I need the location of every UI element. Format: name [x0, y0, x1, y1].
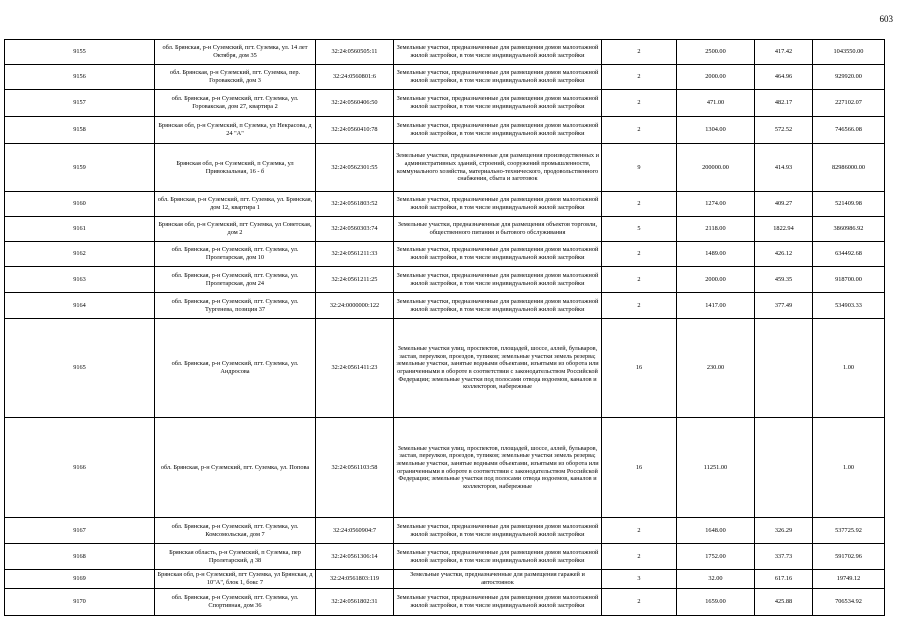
- group-cell: 2: [602, 589, 677, 616]
- specific-value-cell: 414.93: [755, 144, 813, 192]
- land-use-cell: Земельные участки, предназначенные для размещения гаражей и автостоянок: [394, 570, 602, 589]
- page-number: 603: [879, 14, 893, 24]
- row-number: 9155: [5, 40, 155, 65]
- row-number: 9157: [5, 90, 155, 117]
- table-row: [5, 217, 885, 242]
- land-use-cell: Земельные участки, предназначенные для размещения домов малоэтажной жилой застройки, в том числе индивидуальной жилой застройки: [394, 293, 602, 319]
- row-number: 9167: [5, 518, 155, 544]
- table-row: [5, 65, 885, 90]
- table-row: [5, 144, 885, 192]
- address-cell: обл. Брянская, р-н Суземский, пгт. Суземка, пер. Горовакский, дом 3: [155, 65, 316, 90]
- specific-value-cell: 409.27: [755, 192, 813, 217]
- specific-value-cell: [755, 418, 813, 518]
- group-cell: 16: [602, 418, 677, 518]
- table-row: [5, 418, 885, 518]
- specific-value-cell: 572.52: [755, 117, 813, 144]
- group-cell: 5: [602, 217, 677, 242]
- area-cell: 1489.00: [677, 242, 755, 267]
- row-number: 9160: [5, 192, 155, 217]
- cadastral-number-cell: 32:24:0560505:11: [316, 40, 394, 65]
- land-use-cell: Земельные участки, предназначенные для размещения домов малоэтажной жилой застройки, в том числе индивидуальной жилой застройки: [394, 90, 602, 117]
- address-cell: Брянская обл, р-н Суземский, пгт Суземка, ул Брянская, д 10"А", блок 1, бокс 7: [155, 570, 316, 589]
- cadastral-value-cell: 537725.92: [813, 518, 885, 544]
- specific-value-cell: 417.42: [755, 40, 813, 65]
- specific-value-cell: 464.96: [755, 65, 813, 90]
- table-row: [5, 242, 885, 267]
- land-use-cell: Земельные участки, предназначенные для размещения производственных и административных зданий, строений, сооружений промышленности, коммунального хозяйства, материально-технического, продовольственного снабжения, сбыта и заготовок: [394, 144, 602, 192]
- address-cell: обл. Брянская, р-н Суземский, пгт. Суземка, ул. Андросова: [155, 319, 316, 418]
- cadastral-number-cell: 32:24:0560801:6: [316, 65, 394, 90]
- cadastral-number-cell: 32:24:0561803:119: [316, 570, 394, 589]
- group-cell: 2: [602, 242, 677, 267]
- specific-value-cell: 337.73: [755, 544, 813, 570]
- cadastral-value-cell: 1.00: [813, 418, 885, 518]
- address-cell: Брянская обл, р-н Суземский, п Суземка, ул Привокзальная, 16 - б: [155, 144, 316, 192]
- specific-value-cell: 1822.94: [755, 217, 813, 242]
- cadastral-number-cell: 32:24:0561411:23: [316, 319, 394, 418]
- row-number: 9158: [5, 117, 155, 144]
- area-cell: 11251.00: [677, 418, 755, 518]
- row-number: 9163: [5, 267, 155, 293]
- cadastral-number-cell: 32:24:0560303:74: [316, 217, 394, 242]
- area-cell: 471.00: [677, 90, 755, 117]
- cadastral-value-cell: 82986000.00: [813, 144, 885, 192]
- address-cell: Брянская область, р-н Суземский, п Суземка, пер Пролетарский, д 38: [155, 544, 316, 570]
- area-cell: 1417.00: [677, 293, 755, 319]
- cadastral-value-table: [4, 39, 885, 616]
- group-cell: 2: [602, 65, 677, 90]
- table-row: [5, 589, 885, 616]
- cadastral-number-cell: 32:24:0561306:14: [316, 544, 394, 570]
- land-use-cell: Земельные участки, предназначенные для размещения объектов торговли, общественного питания и бытового обслуживания: [394, 217, 602, 242]
- cadastral-value-cell: 918700.00: [813, 267, 885, 293]
- land-use-cell: Земельные участки, предназначенные для размещения домов малоэтажной жилой застройки, в том числе индивидуальной жилой застройки: [394, 40, 602, 65]
- table-row: [5, 319, 885, 418]
- cadastral-value-cell: 634492.68: [813, 242, 885, 267]
- area-cell: 1752.00: [677, 544, 755, 570]
- cadastral-value-cell: 929920.00: [813, 65, 885, 90]
- specific-value-cell: 459.35: [755, 267, 813, 293]
- land-use-cell: Земельные участки, предназначенные для размещения домов малоэтажной жилой застройки, в том числе индивидуальной жилой застройки: [394, 518, 602, 544]
- group-cell: 3: [602, 570, 677, 589]
- table-row: [5, 192, 885, 217]
- area-cell: 2000.00: [677, 65, 755, 90]
- group-cell: 2: [602, 293, 677, 319]
- cadastral-number-cell: 32:24:0561802:31: [316, 589, 394, 616]
- table-row: [5, 40, 885, 65]
- cadastral-number-cell: 32:24:0561211:25: [316, 267, 394, 293]
- address-cell: обл. Брянская, р-н Суземский, пгт. Суземка, ул. Брянская, дом 12, квартира 1: [155, 192, 316, 217]
- land-use-cell: Земельные участки улиц, проспектов, площадей, шоссе, аллей, бульваров, застав, переулков, проездов, тупиков; земельные участки земель резерва; земельные участки, занятые водными объектами, изъятыми из оборота или ограниченными в обороте в соответствии с законодательством Российской Федерации; земельные участки под полосами отвода водоемов, каналов и коллекторов, набережные: [394, 319, 602, 418]
- specific-value-cell: 617.16: [755, 570, 813, 589]
- area-cell: 200000.00: [677, 144, 755, 192]
- table-row: [5, 293, 885, 319]
- group-cell: 2: [602, 40, 677, 65]
- cadastral-value-cell: 19749.12: [813, 570, 885, 589]
- cadastral-number-cell: 32:24:0561803:52: [316, 192, 394, 217]
- area-cell: 32.00: [677, 570, 755, 589]
- land-use-cell: Земельные участки, предназначенные для размещения домов малоэтажной жилой застройки, в том числе индивидуальной жилой застройки: [394, 117, 602, 144]
- group-cell: 2: [602, 192, 677, 217]
- land-use-cell: Земельные участки, предназначенные для размещения домов малоэтажной жилой застройки, в том числе индивидуальной жилой застройки: [394, 589, 602, 616]
- cadastral-number-cell: 32:24:0560904:7: [316, 518, 394, 544]
- area-cell: 1659.00: [677, 589, 755, 616]
- address-cell: обл. Брянская, р-н Суземский, пгт. Суземка, ул. Спортивная, дом 36: [155, 589, 316, 616]
- group-cell: 2: [602, 267, 677, 293]
- row-number: 9164: [5, 293, 155, 319]
- row-number: 9159: [5, 144, 155, 192]
- cadastral-value-cell: 227102.07: [813, 90, 885, 117]
- land-use-cell: Земельные участки, предназначенные для размещения домов малоэтажной жилой застройки, в том числе индивидуальной жилой застройки: [394, 192, 602, 217]
- row-number: 9166: [5, 418, 155, 518]
- cadastral-value-cell: 591702.96: [813, 544, 885, 570]
- cadastral-number-cell: 32:24:0562301:55: [316, 144, 394, 192]
- specific-value-cell: 426.12: [755, 242, 813, 267]
- table-row: [5, 544, 885, 570]
- address-cell: обл. Брянская, р-н Суземский, пгт. Суземка, ул. Пролетарская, дом 24: [155, 267, 316, 293]
- area-cell: 1274.00: [677, 192, 755, 217]
- specific-value-cell: 425.88: [755, 589, 813, 616]
- address-cell: обл. Брянская, р-н Суземский, пгт. Суземка, ул. Попова: [155, 418, 316, 518]
- area-cell: 2118.00: [677, 217, 755, 242]
- group-cell: 2: [602, 518, 677, 544]
- cadastral-value-cell: 1043550.00: [813, 40, 885, 65]
- group-cell: 16: [602, 319, 677, 418]
- specific-value-cell: [755, 319, 813, 418]
- row-number: 9156: [5, 65, 155, 90]
- group-cell: 2: [602, 544, 677, 570]
- specific-value-cell: 482.17: [755, 90, 813, 117]
- row-number: 9161: [5, 217, 155, 242]
- land-use-cell: Земельные участки, предназначенные для размещения домов малоэтажной жилой застройки, в том числе индивидуальной жилой застройки: [394, 242, 602, 267]
- table-row: [5, 90, 885, 117]
- table-row: [5, 518, 885, 544]
- area-cell: 2000.00: [677, 267, 755, 293]
- cadastral-number-cell: 32:24:0561211:33: [316, 242, 394, 267]
- row-number: 9165: [5, 319, 155, 418]
- land-use-cell: Земельные участки, предназначенные для размещения домов малоэтажной жилой застройки, в том числе индивидуальной жилой застройки: [394, 65, 602, 90]
- land-use-cell: Земельные участки улиц, проспектов, площадей, шоссе, аллей, бульваров, застав, переулков, проездов, тупиков; земельные участки земель резерва; земельные участки, занятые водными объектами, изъятыми из оборота или ограниченными в обороте в соответствии с законодательством Российской Федерации; земельные участки под полосами отвода водоемов, каналов и коллекторов, набережные: [394, 418, 602, 518]
- cadastral-number-cell: 32:24:0561103:58: [316, 418, 394, 518]
- cadastral-number-cell: 32:24:0560406:50: [316, 90, 394, 117]
- cadastral-value-cell: 3860986.92: [813, 217, 885, 242]
- group-cell: 2: [602, 117, 677, 144]
- land-use-cell: Земельные участки, предназначенные для размещения домов малоэтажной жилой застройки, в том числе индивидуальной жилой застройки: [394, 544, 602, 570]
- specific-value-cell: 326.29: [755, 518, 813, 544]
- specific-value-cell: 377.49: [755, 293, 813, 319]
- address-cell: Брянская обл, р-н Суземский, пгт Суземка, ул Советская, дом 2: [155, 217, 316, 242]
- row-number: 9170: [5, 589, 155, 616]
- address-cell: Брянская обл, р-н Суземский, п Суземка, ул Некрасова, д 24 "А": [155, 117, 316, 144]
- cadastral-value-cell: 706534.92: [813, 589, 885, 616]
- land-use-cell: Земельные участки, предназначенные для размещения домов малоэтажной жилой застройки, в том числе индивидуальной жилой застройки: [394, 267, 602, 293]
- cadastral-value-cell: 534903.33: [813, 293, 885, 319]
- table-row: [5, 117, 885, 144]
- row-number: 9162: [5, 242, 155, 267]
- row-number: 9169: [5, 570, 155, 589]
- table-body: [5, 40, 885, 616]
- table-row: [5, 267, 885, 293]
- area-cell: 230.00: [677, 319, 755, 418]
- area-cell: 1648.00: [677, 518, 755, 544]
- address-cell: обл. Брянская, р-н Суземский, пгт. Суземка, ул. Горовакская, дом 27, квартира 2: [155, 90, 316, 117]
- area-cell: 1304.00: [677, 117, 755, 144]
- group-cell: 2: [602, 90, 677, 117]
- row-number: 9168: [5, 544, 155, 570]
- address-cell: обл. Брянская, р-н Суземский, пгт. Суземка, ул. Комсомольская, дом 7: [155, 518, 316, 544]
- cadastral-value-cell: 1.00: [813, 319, 885, 418]
- address-cell: обл. Брянская, р-н Суземский, пгт. Суземка, ул. 14 лет Октября, дом 35: [155, 40, 316, 65]
- cadastral-number-cell: 32:24:0000000:122: [316, 293, 394, 319]
- cadastral-value-cell: 521409.98: [813, 192, 885, 217]
- cadastral-number-cell: 32:24:0560410:78: [316, 117, 394, 144]
- group-cell: 9: [602, 144, 677, 192]
- cadastral-value-cell: 746566.08: [813, 117, 885, 144]
- address-cell: обл. Брянская, р-н Суземский, пгт. Суземка, ул. Пролетарская, дом 10: [155, 242, 316, 267]
- table-row: [5, 570, 885, 589]
- area-cell: 2500.00: [677, 40, 755, 65]
- address-cell: обл. Брянская, р-н Суземский, пгт. Суземка, ул. Тургенева, позиция 37: [155, 293, 316, 319]
